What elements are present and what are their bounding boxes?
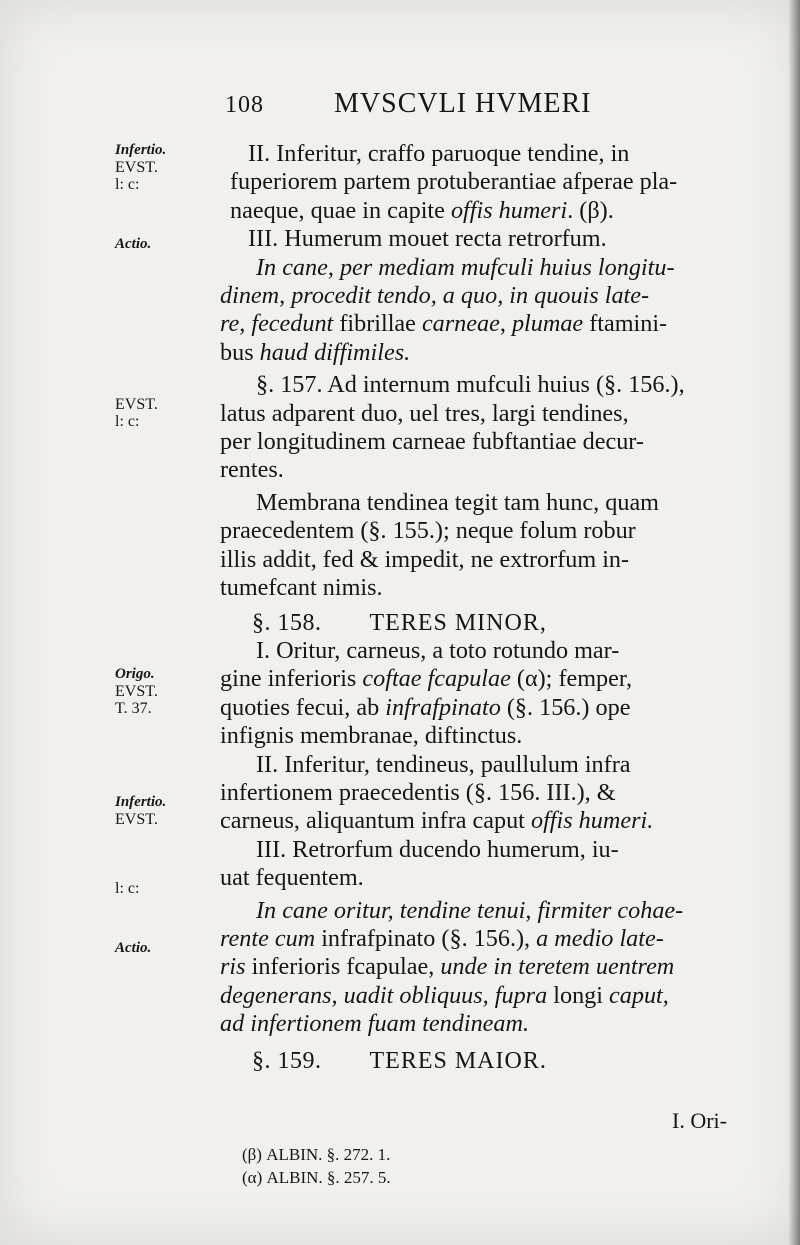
text-run: offis humeri. (530, 807, 654, 835)
text-run: . (β). (567, 196, 614, 224)
text-line: III. Retrorfum ducendo humerum, iu- (256, 835, 619, 863)
text-line: II. Inferitur, tendineus, paullulum infra (256, 750, 631, 778)
text-line: tumefcant nimis. (220, 574, 383, 602)
paragraph-insertio (220, 140, 785, 225)
text-line (220, 339, 785, 367)
text-run: unde in teretem uentrem (440, 953, 675, 981)
margin-note-line: Actio. (115, 236, 152, 252)
section-heading-159 (220, 1047, 785, 1075)
text-run: naeque, quae in capite (230, 196, 451, 224)
margin-note-line: l: c: (115, 176, 140, 193)
text-run: bus (220, 338, 260, 366)
text-run: longi (547, 981, 610, 1009)
text-run: carneae (421, 310, 500, 338)
text-line: In cane, per mediam mufculi huius longitu- (256, 253, 675, 281)
text-line (220, 694, 785, 722)
text-line: praecedentem (§. 155.); neque folum robur (220, 517, 636, 545)
footnote: (β) ALBIN. §. 272. 1. (242, 1145, 391, 1164)
margin-note-line: Infertio. (115, 142, 167, 158)
text-line: III. Humerum mouet recta retrorfum. (248, 225, 607, 253)
text-run: fibrillae (333, 310, 422, 338)
text-line: I. Oritur, carneus, a toto rotundo mar- (256, 636, 620, 664)
text-line: fuperiorem partem protuberantiae afperae pla- (230, 168, 678, 196)
text-line (220, 925, 785, 953)
main-text (220, 140, 785, 1075)
text-run: re, fecedunt (220, 310, 334, 338)
text-line: infertionem praecedentis (§. 156. III.), & (220, 778, 616, 806)
text-run: rente cum (220, 924, 316, 952)
text-line (230, 197, 785, 225)
paragraph-actio (220, 225, 785, 253)
text-run: caput, (609, 981, 669, 1009)
margin-note-line: l: c: (115, 880, 140, 897)
catchword: I. Ori- (672, 1108, 727, 1133)
paragraph-actio-2 (220, 836, 785, 893)
margin-note-actio-2 (115, 940, 210, 957)
text-line (220, 665, 785, 693)
text-run: , (499, 310, 512, 338)
text-line: In cane oritur, tendine tenui, firmiter cohae- (256, 896, 684, 924)
section-number: §. 159. (252, 1047, 322, 1074)
paragraph-157 (220, 371, 785, 485)
text-line: latus adparent duo, uel tres, largi tendines, (220, 399, 629, 427)
text-run: infrafpinato (385, 693, 501, 721)
section-title: TERES MINOR, (369, 609, 547, 636)
margin-note-line: EVST. (115, 811, 158, 828)
margin-note-insertio-2 (115, 794, 210, 828)
paragraph-insertio-2 (220, 751, 785, 836)
footnote: (α) ALBIN. §. 257. 5. (242, 1168, 391, 1187)
margin-note-line: T. 37. (115, 700, 152, 717)
section-number: §. 158. (252, 609, 322, 636)
paragraph-origo (220, 637, 785, 751)
paragraph-in-cane-2 (220, 897, 785, 1039)
text-run: infrafpinato (§. 156.), (315, 924, 537, 952)
text-line: uat fequentem. (220, 864, 364, 892)
text-line (220, 982, 785, 1010)
margin-note-line: Origo. (115, 666, 155, 682)
text-run: haud diffimiles. (259, 338, 411, 366)
text-line: per longitudinem carneae fubftantiae decur- (220, 428, 644, 456)
text-run: gine inferioris (220, 665, 363, 693)
text-line: Membrana tendinea tegit tam hunc, quam (256, 488, 659, 516)
margin-note-evst (115, 396, 210, 430)
margin-note-lc (115, 880, 210, 897)
footnotes (242, 1143, 391, 1189)
margin-note-insertio (115, 142, 210, 193)
text-run: inferioris fcapulae, (245, 953, 441, 981)
text-run: (§. 156.) ope (500, 693, 631, 721)
margin-note-actio (115, 236, 210, 253)
margin-note-line: l: c: (115, 413, 140, 430)
text-line (220, 310, 785, 338)
text-run: quoties fecui, ab (220, 693, 386, 721)
text-run: plumae (511, 310, 584, 338)
text-run: coftae fcapulae (362, 665, 511, 693)
text-line: dinem, procedit tendo, a quo, in quouis late- (220, 282, 650, 310)
text-run: a medio late- (536, 924, 664, 952)
text-line: rentes. (220, 456, 284, 484)
section-title: TERES MAIOR. (369, 1047, 547, 1074)
page-number: 108 (225, 92, 264, 118)
text-line (220, 807, 785, 835)
text-line: II. Inferitur, craffo paruoque tendine, in (248, 140, 630, 167)
running-title: MVSCVLI HVMERI (334, 88, 592, 119)
page-edge-shadow (788, 0, 800, 1245)
text-run: ris (220, 953, 246, 981)
text-line: infignis membranae, diftinctus. (220, 722, 523, 750)
margin-note-line: EVST. (115, 683, 158, 700)
margin-note-line: EVST. (115, 159, 158, 176)
running-header (225, 88, 745, 128)
text-line: ad infertionem fuam tendineam. (220, 1010, 530, 1038)
paragraph-in-cane-1 (220, 254, 785, 368)
text-line (220, 953, 785, 981)
section-heading-158 (220, 609, 785, 637)
text-line: illis addit, fed & impedit, ne extrorfum in- (220, 545, 630, 573)
text-run: carneus, aliquantum infra caput (220, 807, 531, 835)
margin-note-line: EVST. (115, 396, 158, 413)
margin-note-origo (115, 666, 210, 717)
text-run: degenerans, uadit obliquus, fupra (220, 981, 548, 1009)
text-run: (α); femper, (510, 665, 633, 693)
paragraph-membrana (220, 489, 785, 603)
text-run: offis humeri (450, 196, 568, 224)
text-line: §. 157. Ad internum mufculi huius (§. 156.), (256, 371, 685, 399)
margin-note-line: Actio. (115, 940, 152, 956)
margin-note-line: Infertio. (115, 794, 167, 810)
text-run: ftamini- (583, 310, 668, 338)
